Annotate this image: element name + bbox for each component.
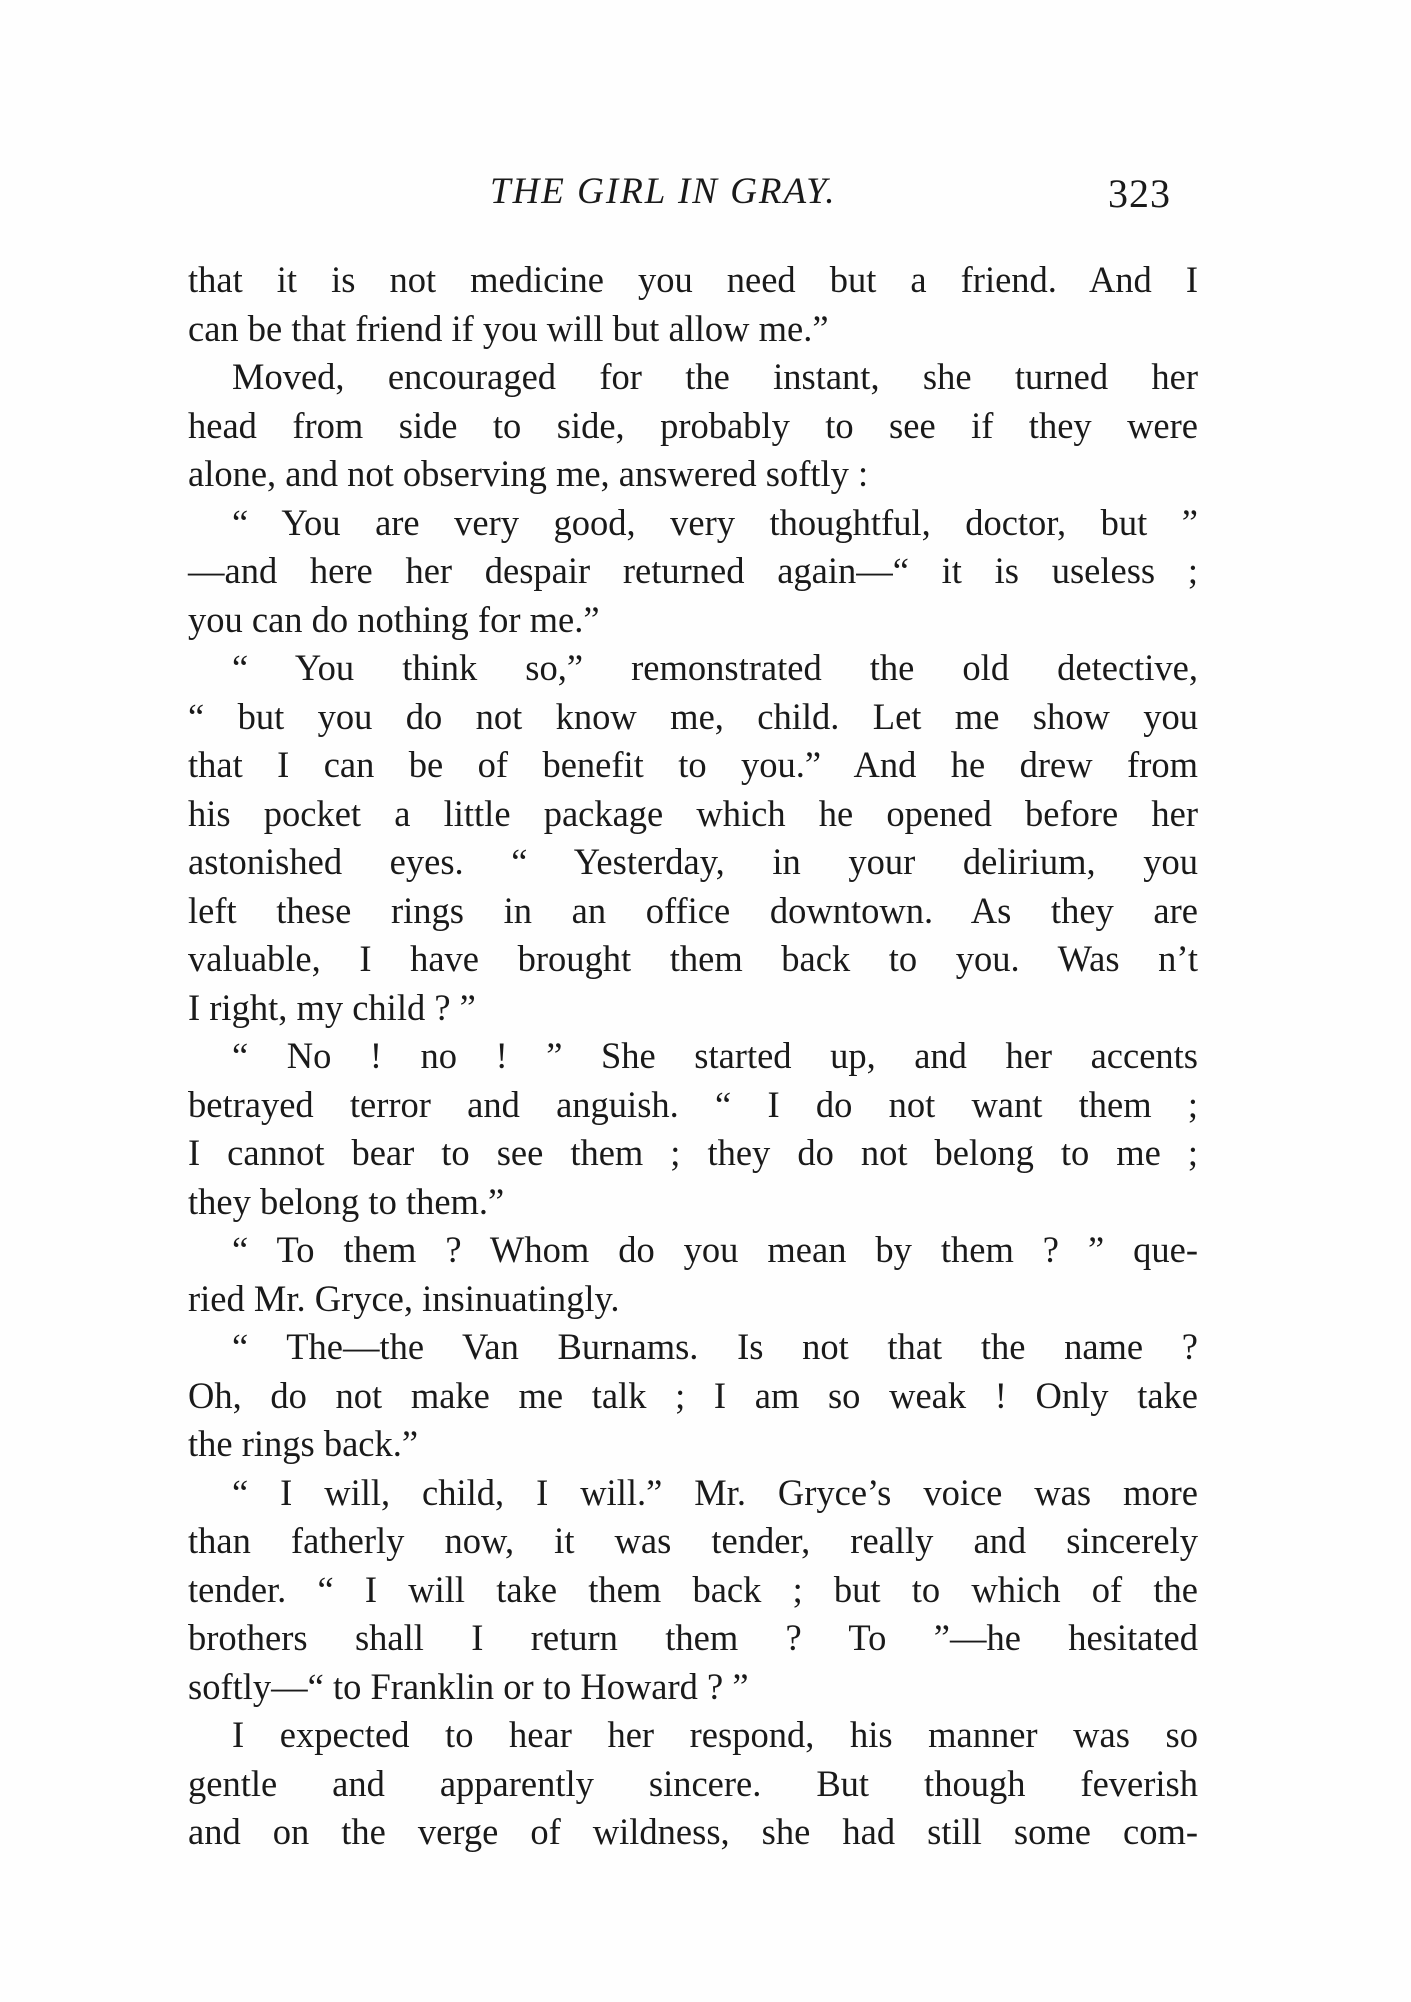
text-line: I cannot bear to see them ; they do not belong to me ; <box>188 1132 1198 1173</box>
text-line: —and here her despair returned again—“ it is useless ; <box>188 550 1198 591</box>
text-line: “ You think so,” remonstrated the old detective, <box>232 647 1198 688</box>
text-line: and on the verge of wildness, she had still some com- <box>188 1811 1198 1852</box>
text-line: softly—“ to Franklin or to Howard ? ” <box>188 1665 749 1707</box>
text-line: alone, and not observing me, answered softly : <box>188 453 869 494</box>
page-number: 323 <box>1108 171 1171 216</box>
text-line: betrayed terror and anguish. “ I do not want them ; <box>188 1083 1198 1125</box>
body-text <box>188 256 1198 1857</box>
text-line: that it is not medicine you need but a friend. And I <box>188 259 1198 300</box>
text-line: they belong to them.” <box>188 1180 505 1222</box>
text-line: “ The—the Van Burnams. Is not that the name ? <box>232 1326 1198 1367</box>
text-line: gentle and apparently sincere. But though feverish <box>188 1762 1198 1804</box>
text-line: you can do nothing for me.” <box>188 598 600 640</box>
text-line: brothers shall I return them ? To ”—he hesitated <box>188 1617 1198 1658</box>
text-line: can be that friend if you will but allow me.” <box>188 307 829 349</box>
text-line: astonished eyes. “ Yesterday, in your delirium, you <box>188 841 1198 882</box>
running-head <box>0 168 1411 228</box>
text-line: the rings back.” <box>188 1423 419 1464</box>
text-line: “ No ! no ! ” She started up, and her accents <box>232 1035 1198 1076</box>
text-line: than fatherly now, it was tender, really and sincerely <box>188 1520 1198 1561</box>
text-line: “ I will, child, I will.” Mr. Gryce’s voice was more <box>232 1471 1198 1513</box>
text-line: Oh, do not make me talk ; I am so weak ! Only take <box>188 1374 1198 1416</box>
text-line: I expected to hear her respond, his manner was so <box>232 1714 1198 1755</box>
text-line: “ To them ? Whom do you mean by them ? ” que- <box>232 1229 1198 1270</box>
text-line: valuable, I have brought them back to you. Was n’t <box>188 938 1198 979</box>
text-line: that I can be of benefit to you.” And he drew from <box>188 744 1198 785</box>
text-line: “ but you do not know me, child. Let me show you <box>188 695 1198 737</box>
text-line: his pocket a little package which he opened before her <box>188 792 1198 834</box>
text-line: “ You are very good, very thoughtful, doctor, but ” <box>232 501 1198 543</box>
text-line: tender. “ I will take them back ; but to which of the <box>188 1568 1198 1610</box>
text-line: left these rings in an office downtown. As they are <box>188 889 1198 931</box>
text-line: ried Mr. Gryce, insinuatingly. <box>188 1277 620 1319</box>
text-line: I right, my child ? ” <box>188 986 476 1028</box>
running-title: THE GIRL IN GRAY. <box>490 171 837 212</box>
text-line: Moved, encouraged for the instant, she turned her <box>232 356 1198 397</box>
text-line: head from side to side, probably to see if they were <box>188 404 1198 446</box>
